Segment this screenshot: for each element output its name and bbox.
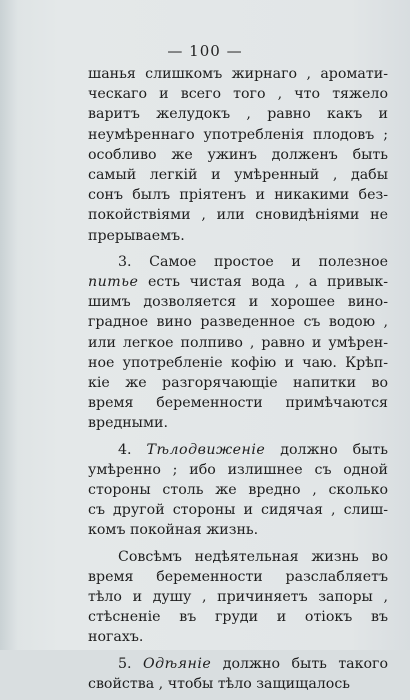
text-line: ческаго и всего того , что тяжело [88,86,388,103]
paragraph [88,440,388,541]
text-line: комъ покойная жизнь. [88,522,259,539]
text-line: ное употребленіе кофію и чаю. Крѣп- [88,354,388,371]
text-line: шанья слишкомъ жирнаго , аромати- [88,66,388,82]
paragraph [88,654,388,694]
paragraph [88,64,388,246]
text-line: 5. Одѣяніе должно быть такого [118,655,388,672]
text-line: стороны столь же вредно , сколько [88,482,388,499]
text-line: Совсѣмъ недѣятельная жизнь во [118,548,388,565]
text-line: ногахъ. [88,629,144,646]
text-line: покойствіями , или сновидѣніями не [88,207,388,224]
text-line: самый легкій и умѣренный , дабы [88,167,388,184]
text-line: вредными. [88,415,168,432]
text-line: свойства , чтобы тѣло защищалось [88,675,350,692]
text-line: умѣренно ; ибо излишнее съ одной [88,461,388,478]
paragraph [88,547,388,648]
text-line: время беременности примѣчаются [88,395,388,412]
text-line: сонъ былъ пріятенъ и никакими без- [88,187,388,204]
text-line: особливо же ужинъ долженъ быть [88,146,388,163]
text-line: время беременности разслабляетъ [88,568,388,585]
text-line: или легкое полпиво , равно и умѣрен- [88,334,388,351]
text-line: прерываемъ. [88,227,185,244]
text-line: градное вино разведенное съ водою , [88,314,388,331]
text-line: варитъ желудокъ , равно какъ и [88,106,388,123]
text-line: питье есть чистая вода , а привык- [88,274,388,291]
text-line: шимъ дозволяется и хорошее вино- [88,294,388,311]
text-line: стѣсненіе въ груди и отіокъ въ [88,609,388,626]
text-line: кіе же разгорячающіе напитки во [88,375,388,392]
body-text [88,64,388,700]
text-line: тѣло и душу , причиняетъ запоры , [88,589,388,606]
paragraph [88,252,388,434]
page-number: — 100 — [167,42,243,60]
text-line: 3. Самое простое и полезное [118,253,388,270]
text-line: съ другой стороны и сидячая , слиш- [88,502,388,519]
text-line: 4. Тѣлодвиженіе должно быть [118,441,388,458]
text-line: неумѣреннаго употребленія плодовъ ; [88,126,388,143]
